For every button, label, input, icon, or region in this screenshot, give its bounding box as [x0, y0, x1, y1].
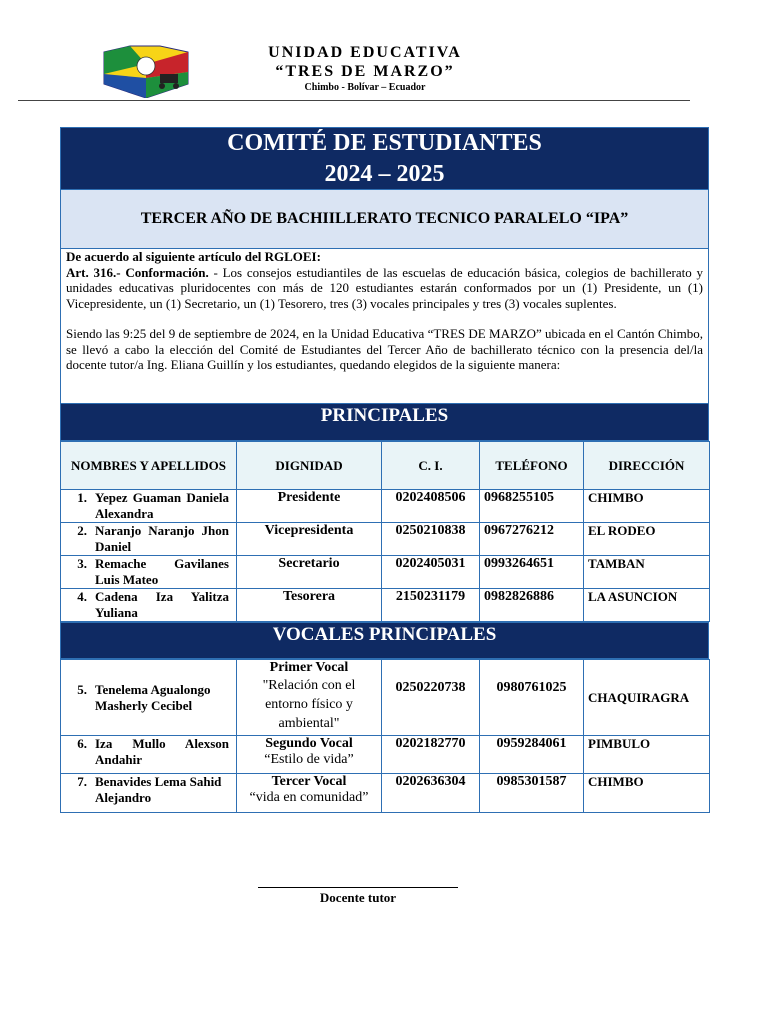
row-number: 2.: [77, 523, 87, 538]
student-ci: 0202636304: [382, 774, 480, 813]
signature-line: [258, 887, 458, 888]
col-header-address: DIRECCIÓN: [584, 442, 710, 490]
school-name: UNIDAD EDUCATIVA: [268, 44, 462, 61]
student-phone: 0985301587: [480, 774, 584, 813]
principales-title: PRINCIPALES: [320, 405, 449, 426]
student-address: CHAQUIRAGRA: [584, 660, 710, 736]
student-name: Benavides Lema Sahid Alejandro: [95, 774, 222, 805]
col-header-phone: TELÉFONO: [480, 442, 584, 490]
principales-band: [60, 404, 709, 441]
row-number: 5.: [77, 681, 87, 697]
vocales-title: VOCALES PRINCIPALES: [272, 624, 497, 645]
student-address: LA ASUNCION: [584, 589, 710, 622]
article-label: Art. 316.- Conformación.: [66, 264, 209, 280]
student-ci: 0250220738: [382, 660, 480, 736]
student-phone: 0968255105: [480, 490, 584, 523]
subtitle-band: [60, 190, 709, 249]
student-name: Tenelema Agualongo Masherly Cecibel: [95, 681, 211, 713]
table-row: [61, 736, 710, 774]
student-phone: 0967276212: [480, 523, 584, 556]
document-title: COMITÉ DE ESTUDIANTES: [227, 130, 542, 156]
student-ci: 0250210838: [382, 523, 480, 556]
student-address: PIMBULO: [584, 736, 710, 774]
intro-heading: De acuerdo al siguiente artículo del RGLOEI:: [66, 249, 321, 264]
table-row: [61, 556, 710, 589]
vocal-topic: “Estilo de vida”: [264, 752, 354, 767]
document-year: 2024 – 2025: [324, 161, 445, 187]
student-address: EL RODEO: [584, 523, 710, 556]
student-name: Yepez Guaman Daniela Alexandra: [95, 490, 229, 521]
student-address: CHIMBO: [584, 490, 710, 523]
student-ci: 0202405031: [382, 556, 480, 589]
student-name: Iza Mullo Alexson Andahir: [95, 736, 229, 767]
student-address: CHIMBO: [584, 774, 710, 813]
col-header-names: NOMBRES Y APELLIDOS: [61, 442, 237, 490]
student-ci: 0202408506: [382, 490, 480, 523]
intro-text: [60, 249, 709, 404]
vocal-topic: “vida en comunidad”: [249, 790, 369, 805]
table-row: [61, 490, 710, 523]
vocales-band: [60, 622, 709, 659]
student-role: Tesorera: [237, 589, 382, 622]
student-phone: 0980761025: [480, 660, 584, 736]
article-text: - Los consejos estudiantiles de las escuelas de educación básica, colegios de bachillerato y unidades educativas pluridocentes con más de 120 estudiantes estarán conformados por un (1) Presidente, un (1) Vicepresidente, un (1) Secretario, un (1) Tesorero, tres (3) vocales principales y tres (3) vocales suplentes.: [66, 264, 703, 311]
election-paragraph: Siendo las 9:25 del 9 de septiembre de 2024, en la Unidad Educativa “TRES DE MARZO” ubicada en el Cantón Chimbo, se llevó a cabo la elección del Comité de Estudiantes del Tercer Año de bachillerato técnico con la presencia del/la docente tutor/a Ing. Eliana Guillín y los estudiantes, quedando elegidos de la siguiente manera:: [66, 326, 703, 372]
vocales-table: [60, 659, 710, 813]
article-paragraph: [66, 265, 703, 312]
student-name: Cadena Iza Yalitza Yuliana: [95, 589, 229, 620]
table-row: [61, 660, 710, 736]
student-name: Naranjo Naranjo Jhon Daniel: [95, 523, 229, 554]
vocal-role: Tercer Vocal: [271, 774, 347, 789]
table-row: [61, 523, 710, 556]
student-phone: 0993264651: [480, 556, 584, 589]
table-header-row: [61, 442, 710, 490]
committee-document: [60, 127, 709, 813]
school-location: Chimbo - Bolívar – Ecuador: [304, 82, 426, 93]
header-divider: [18, 100, 690, 101]
row-number: 3.: [77, 556, 87, 571]
vocal-role: Primer Vocal: [269, 660, 349, 675]
table-row: [61, 589, 710, 622]
document-subtitle: TERCER AÑO DE BACHIILLERATO TECNICO PARALELO “IPA”: [140, 210, 629, 227]
student-address: TAMBAN: [584, 556, 710, 589]
student-phone: 0982826886: [480, 589, 584, 622]
signature-label: Docente tutor: [319, 890, 397, 905]
col-header-ci: C. I.: [382, 442, 480, 490]
col-header-role: DIGNIDAD: [237, 442, 382, 490]
title-band: [60, 127, 709, 190]
student-role: Vicepresidenta: [237, 523, 382, 556]
row-number: 7.: [77, 774, 87, 789]
school-name-quoted: “TRES DE MARZO”: [275, 63, 455, 80]
student-phone: 0959284061: [480, 736, 584, 774]
row-number: 1.: [77, 490, 87, 505]
student-name: Remache Gavilanes Luis Mateo: [95, 556, 229, 587]
student-ci: 2150231179: [382, 589, 480, 622]
row-number: 6.: [77, 736, 87, 751]
vocal-topic: "Relación con el entorno físico y ambiental": [262, 678, 356, 731]
table-row: [61, 774, 710, 813]
school-shield-logo: [100, 44, 192, 98]
vocal-role: Segundo Vocal: [265, 736, 353, 751]
student-ci: 0202182770: [382, 736, 480, 774]
row-number: 4.: [77, 589, 87, 604]
student-role: Secretario: [237, 556, 382, 589]
principales-table: [60, 441, 710, 622]
student-role: Presidente: [237, 490, 382, 523]
